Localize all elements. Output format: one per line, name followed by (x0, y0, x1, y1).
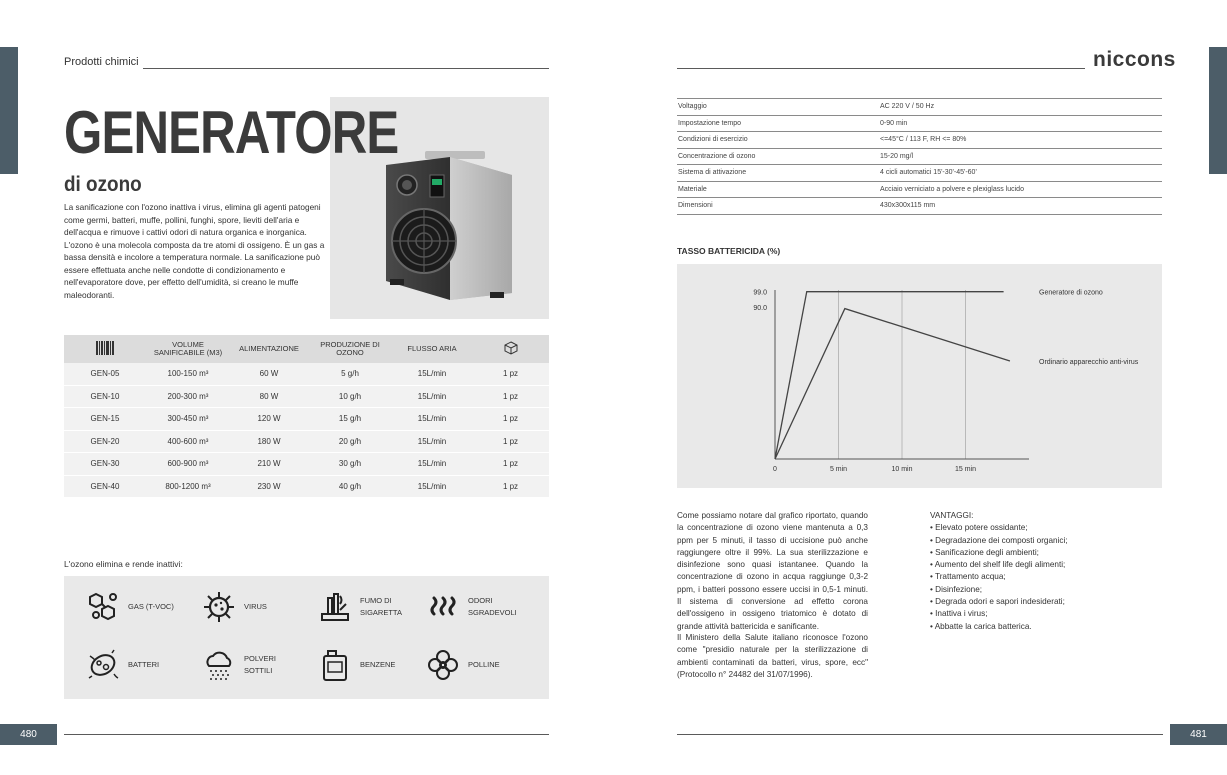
spec-key: Sistema di attivazione (677, 165, 879, 182)
series-line-ozone-generator (775, 292, 1004, 459)
spec-value: 0-90 min (879, 115, 1162, 132)
cell-code: GEN-20 (64, 430, 146, 453)
dust-cloud-icon (202, 648, 236, 682)
spec-value: 4 cicli automatici 15'-30'-45'-60' (879, 165, 1162, 182)
advantages-box (930, 510, 1068, 633)
icon-label: FUMO DI SIGARETTA (360, 596, 402, 617)
advantages-title: VANTAGGI: (930, 511, 974, 520)
x-tick-label: 5 min (829, 466, 848, 473)
cell-power: 80 W (230, 385, 308, 408)
cell-volume: 100-150 m³ (146, 363, 230, 385)
cell-volume: 400-600 m³ (146, 430, 230, 453)
cell-code: GEN-30 (64, 453, 146, 476)
cell-airflow: 15L/min (392, 385, 472, 408)
spec-row (677, 165, 1162, 182)
icon-label: BENZENE (360, 660, 396, 669)
gas-molecule-icon (86, 590, 120, 624)
x-tick-label: 15 min (954, 466, 977, 473)
spec-row (677, 181, 1162, 198)
list-item: • Inattiva i virus; (930, 608, 1068, 620)
page-subtitle: di ozono (64, 173, 142, 196)
y-tick-label: 99.0 (753, 289, 767, 297)
spec-value: AC 220 V / 50 Hz (879, 99, 1162, 116)
spec-value: 15-20 mg/l (879, 148, 1162, 165)
cell-code: GEN-05 (64, 363, 146, 385)
spec-key: Dimensioni (677, 198, 879, 215)
chart-panel (677, 264, 1162, 488)
cell-airflow: 15L/min (392, 430, 472, 453)
series-label: Generatore di ozono (1039, 289, 1103, 297)
advantages-list (930, 522, 1068, 633)
cell-airflow: 15L/min (392, 363, 472, 385)
cell-qty: 1 pz (472, 430, 549, 453)
table-row (64, 475, 549, 498)
list-item: • Elevato potere ossidante; (930, 522, 1068, 534)
spec-key: Materiale (677, 181, 879, 198)
barcode-icon-header (64, 335, 146, 363)
series-line-ordinary-device (775, 309, 1010, 459)
header-rule-left (143, 68, 549, 69)
cell-power: 210 W (230, 453, 308, 476)
cell-production: 30 g/h (308, 453, 392, 476)
col-volume: VOLUME SANIFICABILE (M3) (146, 335, 230, 363)
page-title: GENERATORE (64, 99, 399, 166)
pollen-item (426, 648, 500, 682)
list-item: • Abbatte la carica batterica. (930, 621, 1068, 633)
cell-qty: 1 pz (472, 385, 549, 408)
virus-icon (202, 590, 236, 624)
list-item: • Trattamento acqua; (930, 571, 1068, 583)
cell-power: 230 W (230, 475, 308, 498)
x-tick-label: 10 min (891, 466, 913, 473)
smoke-item (318, 590, 402, 624)
cigarette-smoke-icon (318, 590, 352, 624)
bactericidal-chart (677, 264, 1162, 488)
cell-code: GEN-15 (64, 408, 146, 431)
page-number-right: 481 (1170, 724, 1227, 745)
icon-label: POLLINE (468, 660, 500, 669)
icon-label: ODORI SGRADEVOLI (468, 596, 517, 617)
cell-power: 180 W (230, 430, 308, 453)
cell-qty: 1 pz (472, 453, 549, 476)
cell-qty: 1 pz (472, 363, 549, 385)
cell-qty: 1 pz (472, 475, 549, 498)
barcode-icon (96, 341, 114, 355)
cell-airflow: 15L/min (392, 408, 472, 431)
col-ozone-production: PRODUZIONE DI OZONO (308, 335, 392, 363)
ozone-eliminates-label: L'ozono elimina e rende inattivi: (64, 559, 183, 569)
virus-item (202, 590, 267, 624)
chart-explanation: Come possiamo notare dal grafico riportato, quando la concentrazione di ozono viene mantenuta a 0,3 ppm per 5 minuti, il tasso di uccisione può anche raggiungere oltre il 99%. La sua sterilizzazione e disinfezione sono quasi istantanee. Quando la concentrazione di ozono in acqua raggiunge 0,3-2 ppm, i batteri possono essere uccisi in 0,5-1 minuti. Il sistema di conversione ad effetto corona dell'ossigeno in ossigeno triatomico è dotato di grande attività battericida e sanificante. (677, 511, 868, 631)
header-rule-right (677, 68, 1085, 69)
cell-production: 40 g/h (308, 475, 392, 498)
list-item: • Sanificazione degli ambienti; (930, 547, 1068, 559)
spec-row (677, 198, 1162, 215)
icon-label: POLVERI SOTTILI (244, 654, 276, 675)
table-row (64, 385, 549, 408)
icon-label: BATTERI (128, 660, 160, 669)
odor-icon (426, 590, 460, 624)
spec-key: Impostazione tempo (677, 115, 879, 132)
cell-code: GEN-40 (64, 475, 146, 498)
cell-production: 5 g/h (308, 363, 392, 385)
list-item: • Degradazione dei composti organici; (930, 535, 1068, 547)
cell-airflow: 15L/min (392, 475, 472, 498)
benzene-item (318, 648, 395, 682)
left-edge-tab (0, 47, 18, 174)
icon-label: VIRUS (244, 602, 267, 611)
table-row (64, 408, 549, 431)
benzene-can-icon (318, 648, 352, 682)
pollen-flower-icon (426, 648, 460, 682)
y-tick-label: 90.0 (753, 304, 767, 312)
spec-row (677, 99, 1162, 116)
page-number-left: 480 (0, 724, 57, 745)
cell-production: 10 g/h (308, 385, 392, 408)
product-table (64, 335, 549, 498)
icon-panel (64, 576, 549, 699)
cell-code: GEN-10 (64, 385, 146, 408)
list-item: • Disinfezione; (930, 584, 1068, 596)
cell-qty: 1 pz (472, 408, 549, 431)
cell-airflow: 15L/min (392, 453, 472, 476)
section-label: Prodotti chimici (64, 56, 139, 68)
intro-text: La sanificazione con l'ozono inattiva i virus, elimina gli agenti patogeni come germi, batteri, muffe, pollini, funghi, spore, lieviti dell'aria e dell'acqua e rimuove i cattivi odori di natura organica e inorganica. L'ozono è una molecola composta da tre atomi di ossigeno. È un gas a bassa densità e incolore a temperatura normale. La sanificazione può essere effettuata anche nelle condotte di condizionamento e nell'evaporatore dove, per effetto dell'umidità, si creano le muffe maleodoranti. (64, 202, 325, 300)
bacteria-icon (86, 648, 120, 682)
brand-logo: niccons (1093, 48, 1176, 71)
col-power: ALIMENTAZIONE (230, 335, 308, 363)
table-header-row (64, 335, 549, 363)
spec-value: 430x300x115 mm (879, 198, 1162, 215)
ministry-note: Il Ministero della Salute italiano riconosce l'ozono come "presidio naturale per la sterilizzazione di ambienti contaminati da batteri, virus, spore, ecc" (Protocollo n° 24482 del 31/07/1996). (677, 633, 868, 679)
spec-value: Acciaio verniciato a polvere e plexiglass lucido (879, 181, 1162, 198)
footer-rule-right (677, 734, 1163, 735)
cell-production: 15 g/h (308, 408, 392, 431)
series-label: Ordinario apparecchio anti-virus (1039, 358, 1139, 366)
cell-power: 60 W (230, 363, 308, 385)
icon-label: GAS (T-VOC) (128, 602, 174, 611)
cell-production: 20 g/h (308, 430, 392, 453)
spec-table (677, 98, 1162, 215)
table-row (64, 430, 549, 453)
cell-volume: 800-1200 m³ (146, 475, 230, 498)
chart-title: TASSO BATTERICIDA (%) (677, 246, 781, 256)
list-item: • Degrada odori e sapori indesiderati; (930, 596, 1068, 608)
cell-power: 120 W (230, 408, 308, 431)
gas-item (86, 590, 174, 624)
spec-key: Voltaggio (677, 99, 879, 116)
spec-row (677, 132, 1162, 149)
dust-item (202, 648, 276, 682)
col-airflow: FLUSSO ARIA (392, 335, 472, 363)
cell-volume: 300-450 m³ (146, 408, 230, 431)
package-icon (504, 341, 518, 355)
cell-volume: 600-900 m³ (146, 453, 230, 476)
table-row (64, 453, 549, 476)
spec-key: Condizioni di esercizio (677, 132, 879, 149)
spec-row (677, 148, 1162, 165)
odor-item (426, 590, 517, 624)
spec-row (677, 115, 1162, 132)
right-edge-tab (1209, 47, 1227, 174)
x-tick-label: 0 (773, 466, 777, 473)
list-item: • Aumento del shelf life degli alimenti; (930, 559, 1068, 571)
cell-volume: 200-300 m³ (146, 385, 230, 408)
footer-rule-left (64, 734, 549, 735)
spec-value: <=45°C / 113 F, RH <= 80% (879, 132, 1162, 149)
bacteria-item (86, 648, 159, 682)
table-row (64, 363, 549, 385)
spec-key: Concentrazione di ozono (677, 148, 879, 165)
package-icon-header (472, 335, 549, 363)
